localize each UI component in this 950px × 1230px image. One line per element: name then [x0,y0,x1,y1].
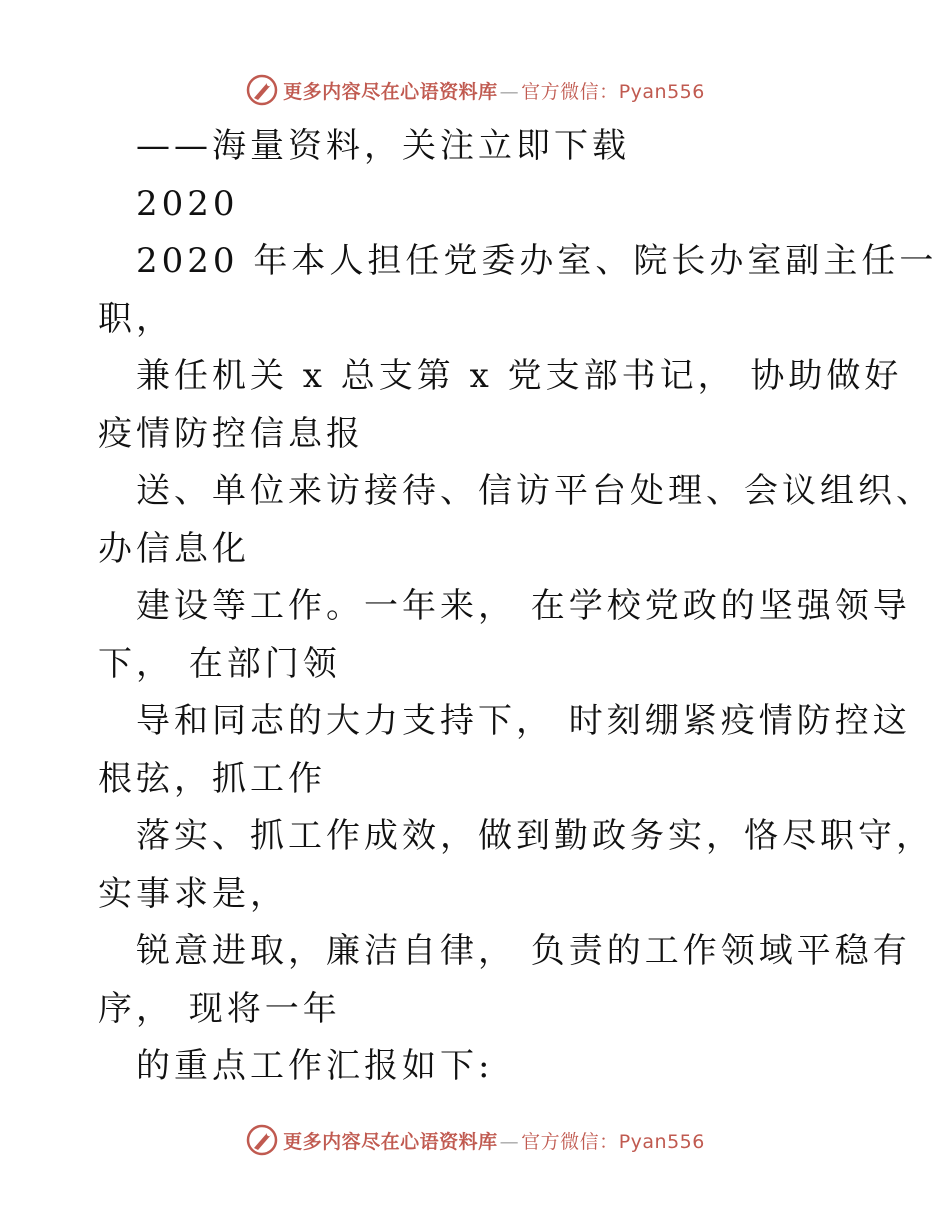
body-line: 导和同志的大力支持下， 时刻绷紧疫情防控这 [136,701,911,741]
body-line: 落实、抓工作成效，做到勤政务实，恪尽职守， [136,816,934,856]
body-line: 锐意进取，廉洁自律， 负责的工作领域平稳有 [136,931,911,971]
body-line: 实事求是， [98,873,288,914]
banner-main-text: 更多内容尽在心语资料库 [283,80,498,103]
body-line: 序， 现将一年 [98,988,341,1029]
body-line: 办信息化 [98,528,250,569]
header-banner [0,70,950,110]
banner-separator: — [499,80,520,103]
body-line: 疫情防控信息报 [98,413,364,454]
banner-wechat-label: 官方微信： [521,1130,619,1153]
banner-wechat-label: 官方微信： [521,80,619,103]
banner-text [283,1127,705,1154]
banner-wechat-id: Pyan556 [618,1130,705,1153]
body-line: 的重点工作汇报如下: [136,1046,494,1086]
banner-text [283,77,705,104]
body-line: 下， 在部门领 [98,643,341,684]
body-line: 2020 [136,183,239,224]
banner-separator: — [499,1130,520,1153]
document-body [98,118,938,1096]
pen-nib-seal-icon [245,73,279,107]
banner-main-text: 更多内容尽在心语资料库 [283,1130,498,1153]
banner-wechat-id: Pyan556 [618,80,705,103]
body-line: 兼任机关 x 总支第 x 党支部书记， 协助做好 [136,356,903,396]
pen-nib-seal-icon [245,1123,279,1157]
body-line: 2020 年本人担任党委办室、院长办室副主任一 [136,241,938,281]
body-line: 建设等工作。一年来， 在学校党政的坚强领导 [136,586,911,626]
body-line: 职， [98,298,174,339]
footer-banner [0,1120,950,1160]
body-line: ——海量资料，关注立即下载 [136,126,630,166]
body-line: 根弦，抓工作 [98,758,326,799]
body-line: 送、单位来访接待、信访平台处理、会议组织、 [136,471,934,511]
